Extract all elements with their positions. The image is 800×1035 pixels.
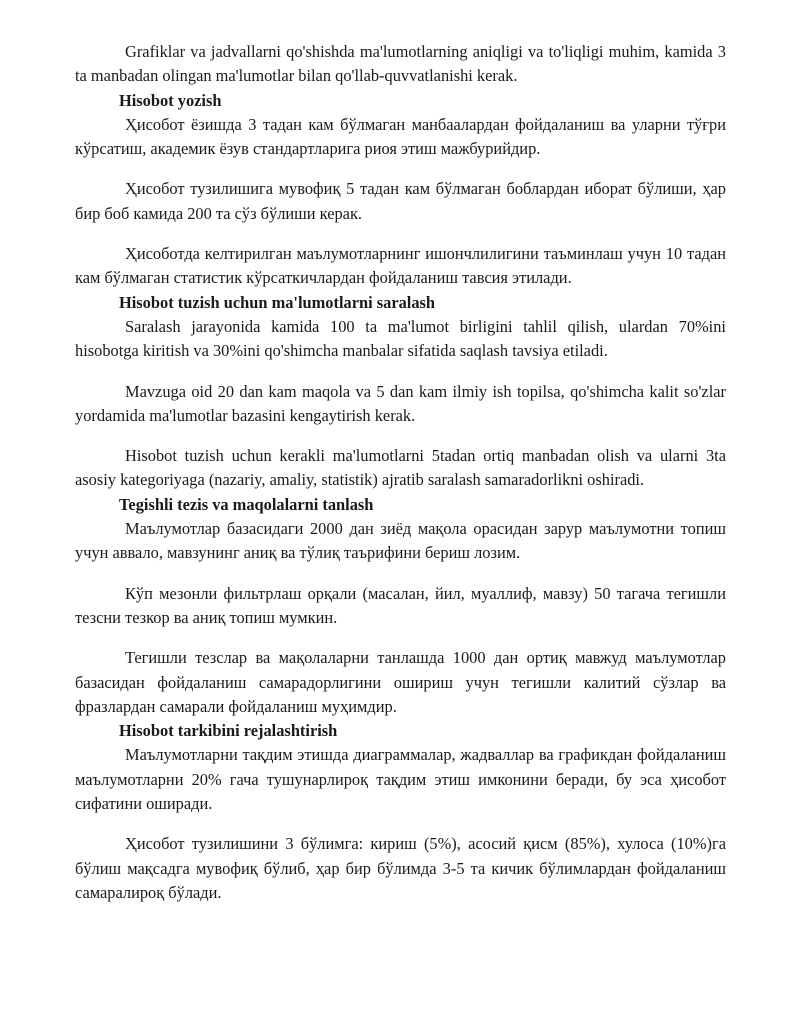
- intro-paragraph: Grafiklar va jadvallarni qo'shishda ma'lumotlarning aniqligi va to'liqligi muhim, kamida 3 ta manbadan olingan ma'lumotlar bilan qo'llab-quvvatlanishi kerak.: [75, 42, 726, 86]
- paragraph: Hisobot tuzish uchun kerakli ma'lumotlarni 5tadan ortiq manbadan olish va ularni 3ta asosiy kategoriyaga (nazariy, amaliy, statistik) ajratib saralash samaradorlikni oshiradi.: [75, 446, 726, 490]
- paragraph: Кўп мезонли фильтрлаш орқали (масалан, йил, муаллиф, мавзу) 50 тагача тегишли тезсни тезкор ва аниқ топиш мумкин.: [75, 583, 726, 627]
- heading-malumotlarni-saralash: Hisobot tuzish uchun ma'lumotlarni saralash: [119, 292, 436, 312]
- paragraph: Saralash jarayonida kamida 100 ta ma'lumot birligini tahlil qilish, ulardan 70%ini hisobotga kiritish va 30%ini qo'shimcha manbalar sifatida saqlash tavsiya etiladi.: [75, 316, 726, 361]
- heading-tezis-tanlash: Tegishli tezis va maqolalarni tanlash: [119, 494, 374, 514]
- paragraph: Ҳисобот тузилишини 3 бўлимга: кириш (5%), асосий қисм (85%), хулоса (10%)га бўлиш мақсадга мувофиқ бўлиб, ҳар бир бўлимда 3-5 та кичик бўлимлардан фойдаланиш самаралироқ бўлади.: [75, 834, 726, 902]
- paragraph: Тегишли тезслар ва мақолаларни танлашда 1000 дан ортиқ мавжуд маълумотлар базасидан фойдаланиш самарадорлигини ошириш учун тегишли калитий сўзлар ва фразлардан самарали фойдаланиш муҳимдир.: [75, 648, 726, 716]
- document-page: [75, 40, 726, 905]
- paragraph: Ҳисоботда келтирилган маълумотларнинг ишончлилигини таъминлаш учун 10 тадан кам бўлмаган статистик кўрсаткичлардан фойдаланиш тавсия этилади.: [75, 244, 726, 288]
- paragraph: Ҳисобот тузилишига мувофиқ 5 тадан кам бўлмаган боблардан иборат бўлиши, ҳар бир боб камида 200 та сўз бўлиши керак.: [75, 179, 726, 223]
- paragraph: Маълумотлар базасидаги 2000 дан зиёд мақола орасидан зарур маълумотни топиш учун аввало, мавзунинг аниқ ва тўлиқ таърифини бериш лозим.: [75, 519, 726, 563]
- heading-hisobot-yozish: Hisobot yozish: [119, 90, 222, 110]
- paragraph: Mavzuga oid 20 dan kam maqola va 5 dan kam ilmiy ish topilsa, qo'shimcha kalit so'zlar yordamida ma'lumotlar bazasini kengaytirish kerak.: [75, 381, 726, 425]
- paragraph: Ҳисобот ёзишда 3 тадан кам бўлмаган манбаалардан фойдаланиш ва уларни тўғри кўрсатиш, академик ёзув стандартларига риоя этиш мажбурийдир.: [75, 114, 726, 159]
- heading-tarkib-rejalashtirish: Hisobot tarkibini rejalashtirish: [119, 721, 338, 741]
- paragraph: Маълумотларни тақдим этишда диаграммалар, жадваллар ва графикдан фойдаланиш маълумотларни 20% гача тушунарлироқ тақдим этиш имконини беради, бу эса ҳисобот сифатини оширади.: [75, 745, 726, 814]
